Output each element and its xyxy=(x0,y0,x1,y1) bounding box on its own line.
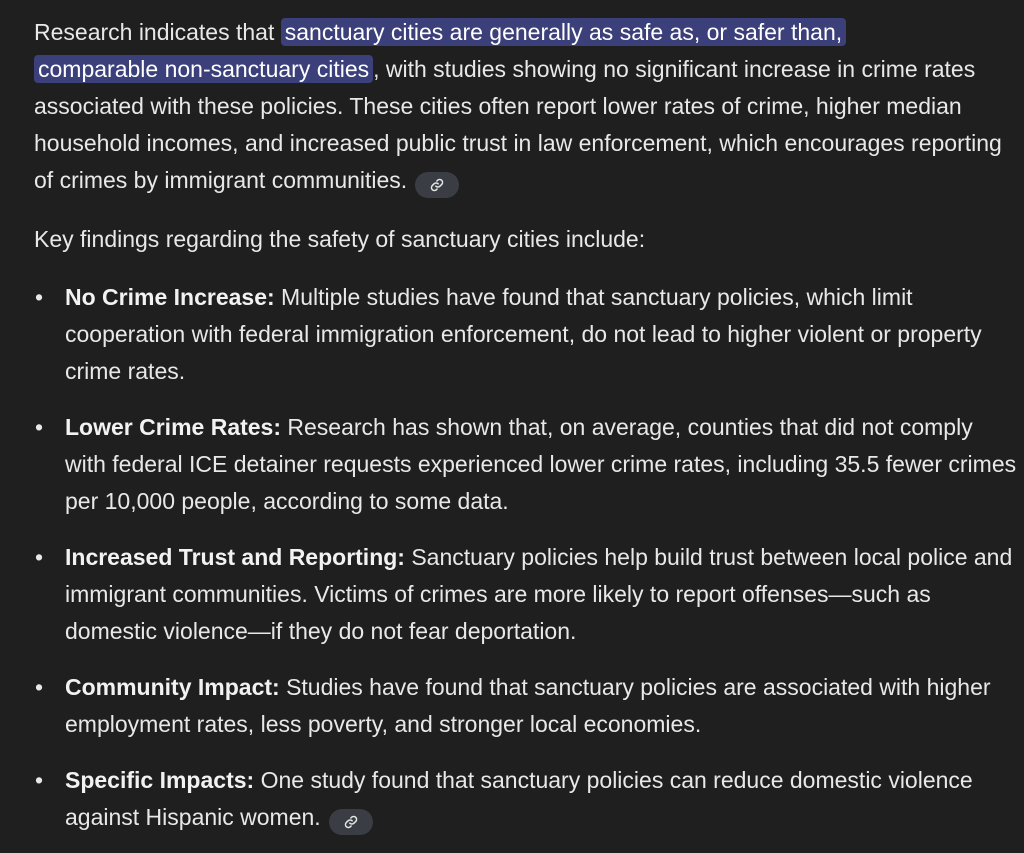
intro-prefix: Research indicates that xyxy=(34,19,281,45)
link-icon xyxy=(344,815,358,829)
highlight-line-1: sanctuary cities are generally as safe as, or safer than, xyxy=(284,19,843,45)
list-item xyxy=(34,762,1019,836)
finding-term: Specific Impacts: xyxy=(65,767,255,793)
finding-term: No Crime Increase: xyxy=(65,284,275,310)
intro-suffix: , with studies showing no significant increase in crime rates associated with these policies. These cities often report lower rates of crime, higher median household incomes, and increased public trust in law enforcement, which encourages reporting of crimes by immigrant communities. xyxy=(34,56,1002,193)
finding-text: Studies have found that sanctuary policies are associated with higher employment rates, less poverty, and stronger local economies. xyxy=(65,674,991,737)
bullet: • xyxy=(34,767,44,793)
finding-text: Sanctuary policies help build trust between local police and immigrant communities. Victims of crimes are more likely to report offenses—such as domestic violence—if they do not fear deportation. xyxy=(65,544,1013,644)
finding-term: Increased Trust and Reporting: xyxy=(65,544,405,570)
highlight-line-2: comparable non-sanctuary cities xyxy=(38,56,370,82)
finding-text: Multiple studies have found that sanctuary policies, which limit cooperation with federal immigration enforcement, do not lead to higher violent or property crime rates. xyxy=(65,284,982,384)
link-icon xyxy=(430,178,444,192)
bullet: • xyxy=(34,674,44,700)
list-item xyxy=(34,279,1019,390)
finding-term: Community Impact: xyxy=(65,674,280,700)
bullet: • xyxy=(34,284,44,310)
list-item xyxy=(34,539,1019,650)
finding-text: Research has shown that, on average, counties that did not comply with federal ICE detainer requests experienced lower crime rates, including 35.5 fewer crimes per 10,000 people, according to some data. xyxy=(65,414,1017,514)
finding-text: One study found that sanctuary policies can reduce domestic violence against Hispanic women. xyxy=(65,767,973,830)
list-item xyxy=(34,669,1019,743)
findings-list xyxy=(34,279,1019,836)
list-item xyxy=(34,409,1019,520)
source-link-chip[interactable] xyxy=(415,172,459,198)
finding-term: Lower Crime Rates: xyxy=(65,414,282,440)
intro-paragraph xyxy=(34,14,1019,199)
findings-lead: Key findings regarding the safety of sanctuary cities include: xyxy=(34,226,646,252)
bullet: • xyxy=(34,414,44,440)
source-link-chip[interactable] xyxy=(329,809,373,835)
bullet: • xyxy=(34,544,44,570)
response-content xyxy=(34,14,1019,836)
